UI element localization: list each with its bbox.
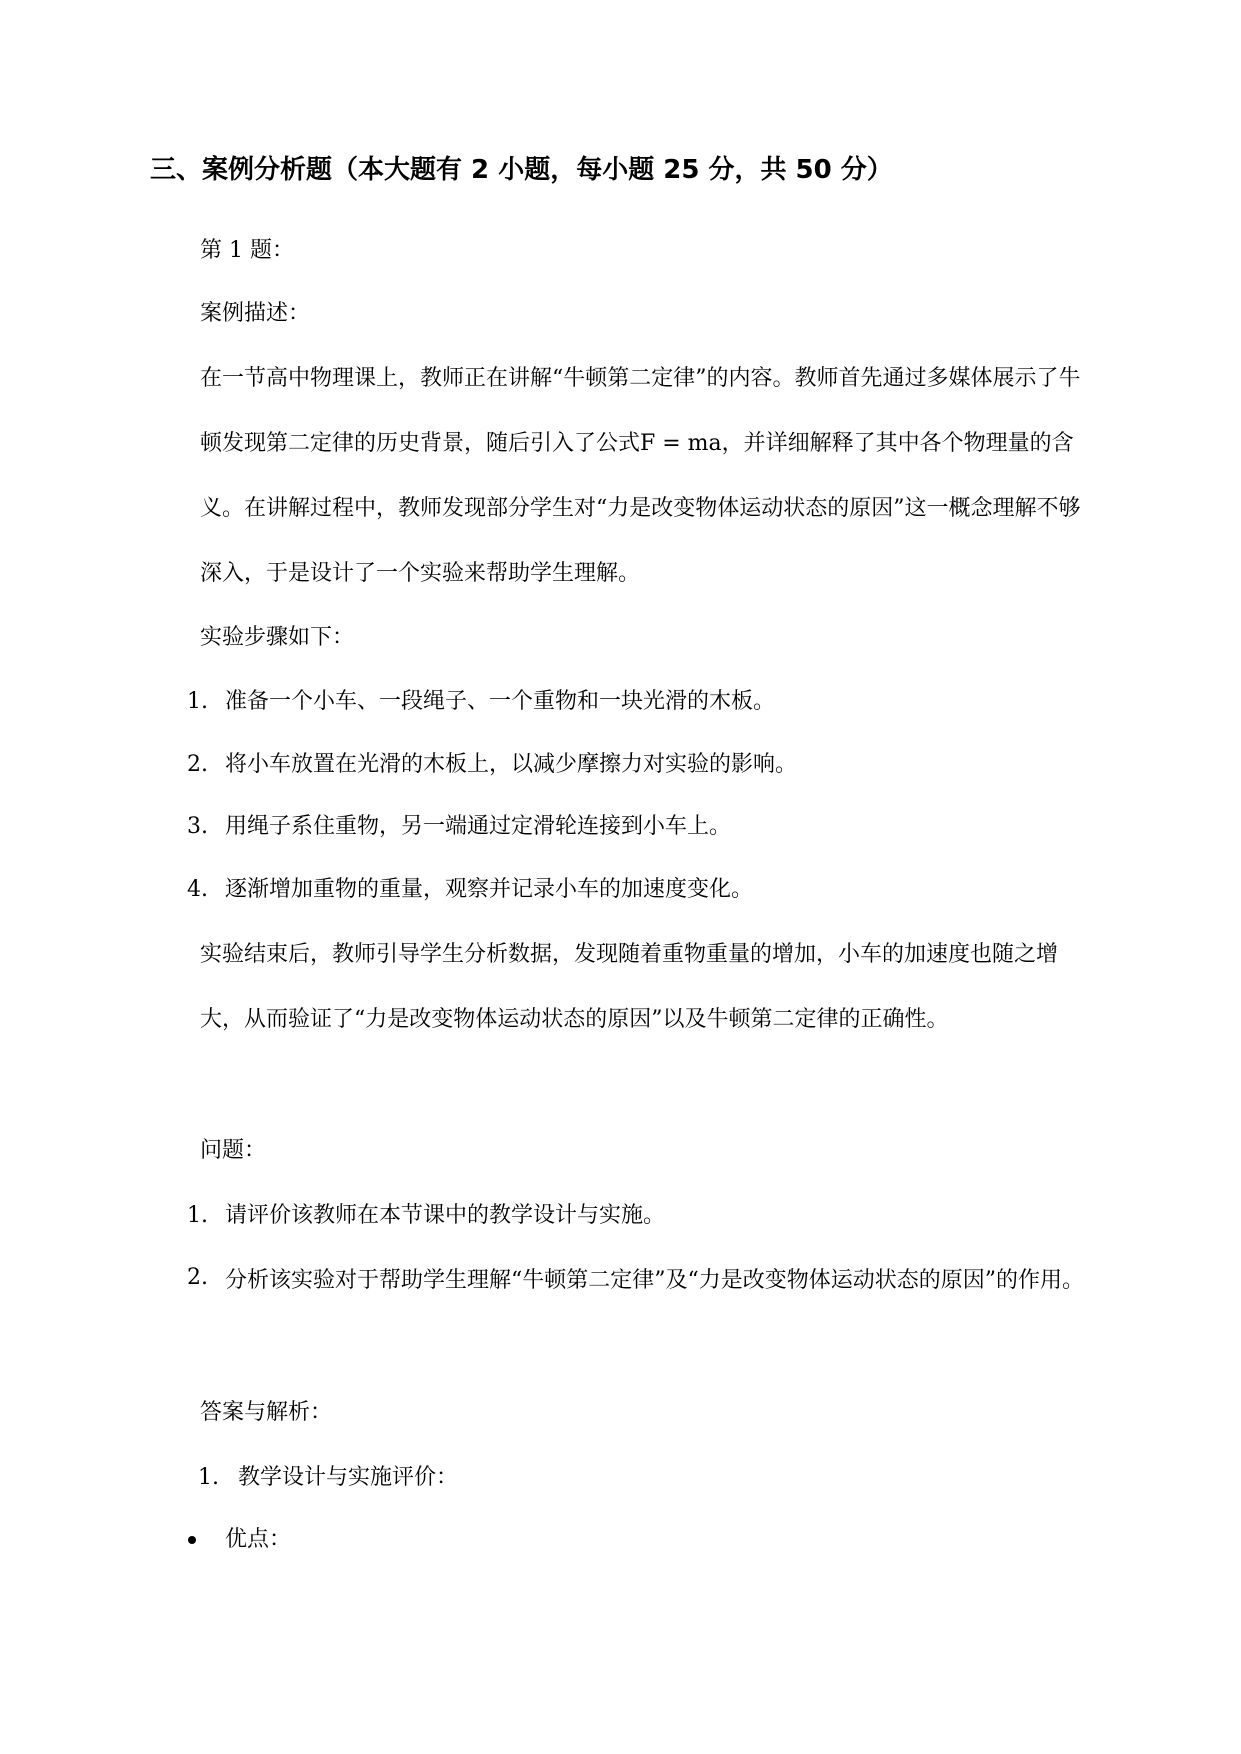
question-number: 1. [187, 1203, 208, 1228]
bullet-icon [188, 1536, 196, 1544]
answer-label: 答案与解析： [200, 1400, 333, 1425]
case-label: 案例描述： [200, 301, 311, 326]
answer-heading: 教学设计与实施评价： [238, 1465, 459, 1490]
answer-number: 1. [198, 1465, 219, 1490]
step-number: 3. [187, 814, 208, 839]
questions-label: 问题： [200, 1138, 267, 1163]
step-text: 逐渐增加重物的重量，观察并记录小车的加速度变化。 [225, 877, 754, 902]
step-number: 4. [187, 877, 208, 902]
case-description: 在一节高中物理课上，教师正在讲解“牛顿第二定律”的内容。教师首先通过多媒体展示了牛顿发现第二定律的历史背景，随后引入了公式F = ma，并详细解释了其中各个物理量的含义。在讲解过程中，教师发现部分学生对“力是改变物体运动状态的原因”这一概念理解不够深入，于是设计了一个实验来帮助学生理解。 [200, 366, 1081, 586]
bullet-text: 优点： [225, 1527, 292, 1552]
question-label: 第 1 题： [200, 238, 294, 263]
step-text: 将小车放置在光滑的木板上，以减少摩擦力对实验的影响。 [225, 752, 798, 777]
question-text: 分析该实验对于帮助学生理解“牛顿第二定律”及“力是改变物体运动状态的原因”的作用。 [225, 1268, 1084, 1293]
question-number: 2. [187, 1265, 208, 1290]
steps-label: 实验步骤如下： [200, 625, 355, 650]
step-number: 1. [187, 689, 208, 714]
question-text: 请评价该教师在本节课中的教学设计与实施。 [225, 1203, 666, 1228]
step-number: 2. [187, 752, 208, 777]
step-text: 准备一个小车、一段绳子、一个重物和一块光滑的木板。 [225, 689, 776, 714]
experiment-conclusion: 实验结束后，教师引导学生分析数据，发现随着重物重量的增加，小车的加速度也随之增大，从而验证了“力是改变物体运动状态的原因”以及牛顿第二定律的正确性。 [200, 942, 1059, 1032]
section-title: 三、案例分析题（本大题有 2 小题，每小题 25 分，共 50 分） [150, 155, 893, 185]
step-text: 用绳子系住重物，另一端通过定滑轮连接到小车上。 [225, 814, 732, 839]
